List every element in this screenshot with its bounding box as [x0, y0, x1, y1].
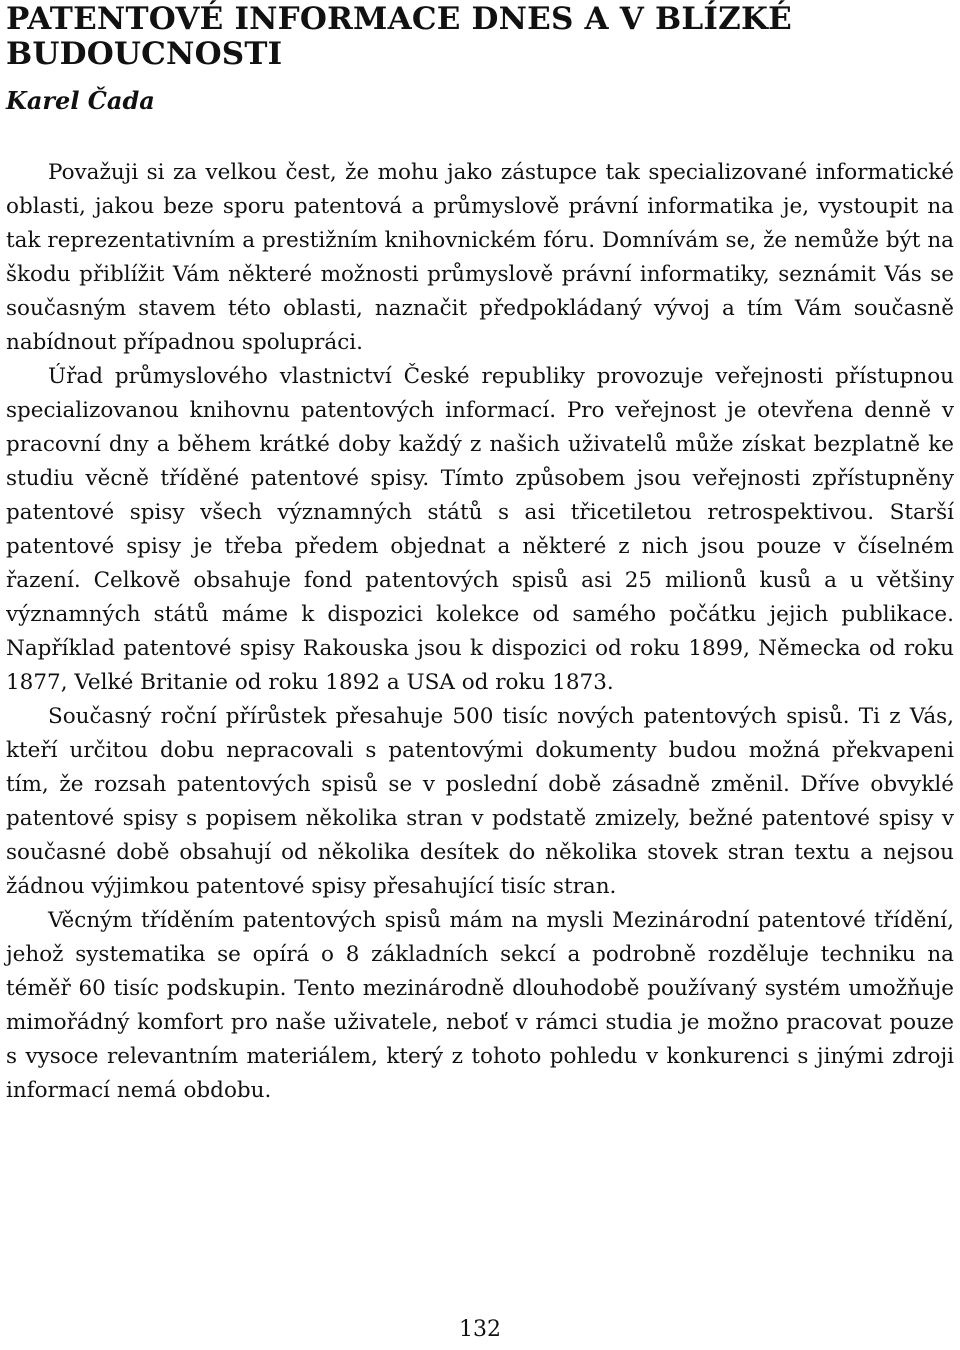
body-text — [6, 156, 954, 1108]
paragraph: Věcným tříděním patentových spisů mám na mysli Mezinárodní patentové třídění, jehož systematika se opírá o 8 základních sekcí a podrobně rozděluje techniku na téměř 60 tisíc podskupin. Tento mezinárodně dlouhodobě používaný systém umožňuje mimořádný komfort pro naše uživatele, neboť v rámci studia je možno pracovat pouze s vysoce relevantním materiálem, který z tohoto pohledu v konkurenci s jinými zdroji informací nemá obdobu. — [6, 908, 954, 1103]
paragraph: Považuji si za velkou čest, že mohu jako zástupce tak specializované informatické oblasti, jakou beze sporu patentová a průmyslově právní informatika je, vystoupit na tak reprezentativním a prestižním knihovnickém fóru. Domnívám se, že nemůže být na škodu přiblížit Vám některé možnosti průmyslově právní informatiky, seznámit Vás se současným stavem této oblasti, naznačit předpokládaný vývoj a tím Vám současně nabídnout případnou spolupráci. — [6, 160, 954, 355]
document-page — [6, 0, 954, 1350]
document-title: PATENTOVÉ INFORMACE DNES A V BLÍZKÉ BUDOUCNOSTI — [6, 1, 792, 72]
page-number: 132 — [459, 1317, 501, 1342]
paragraph: Úřad průmyslového vlastnictví České republiky provozuje veřejnosti přístupnou specializovanou knihovnu patentových informací. Pro veřejnost je otevřena denně v pracovní dny a během krátké doby každý z našich uživatelů může získat bezplatně ke studiu věcně tříděné patentové spisy. Tímto způsobem jsou veřejnosti zpřístupněny patentové spisy všech významných států s asi třicetiletou retrospektivou. Starší patentové spisy je třeba předem objednat a některé z nich jsou pouze v číselném řazení. Celkově obsahuje fond patentových spisů asi 25 milionů kusů a u většiny významných států máme k dispozici kolekce od samého počátku jejich publikace. Například patentové spisy Rakouska jsou k dispozici od roku 1899, Německa od roku 1877, Velké Britanie od roku 1892 a USA od roku 1873. — [6, 364, 954, 695]
author-name: Karel Čada — [6, 86, 155, 115]
paragraph: Současný roční přírůstek přesahuje 500 tisíc nových patentových spisů. Ti z Vás, kteří určitou dobu nepracovali s patentovými dokumenty budou možná překvapeni tím, že rozsah patentových spisů se v poslední době zásadně změnil. Dříve obvyklé patentové spisy s popisem několika stran v podstatě zmizely, bežné patentové spisy v současné době obsahují od několika desítek do několika stovek stran textu a nejsou žádnou výjimkou patentové spisy přesahující tisíc stran. — [6, 704, 954, 899]
